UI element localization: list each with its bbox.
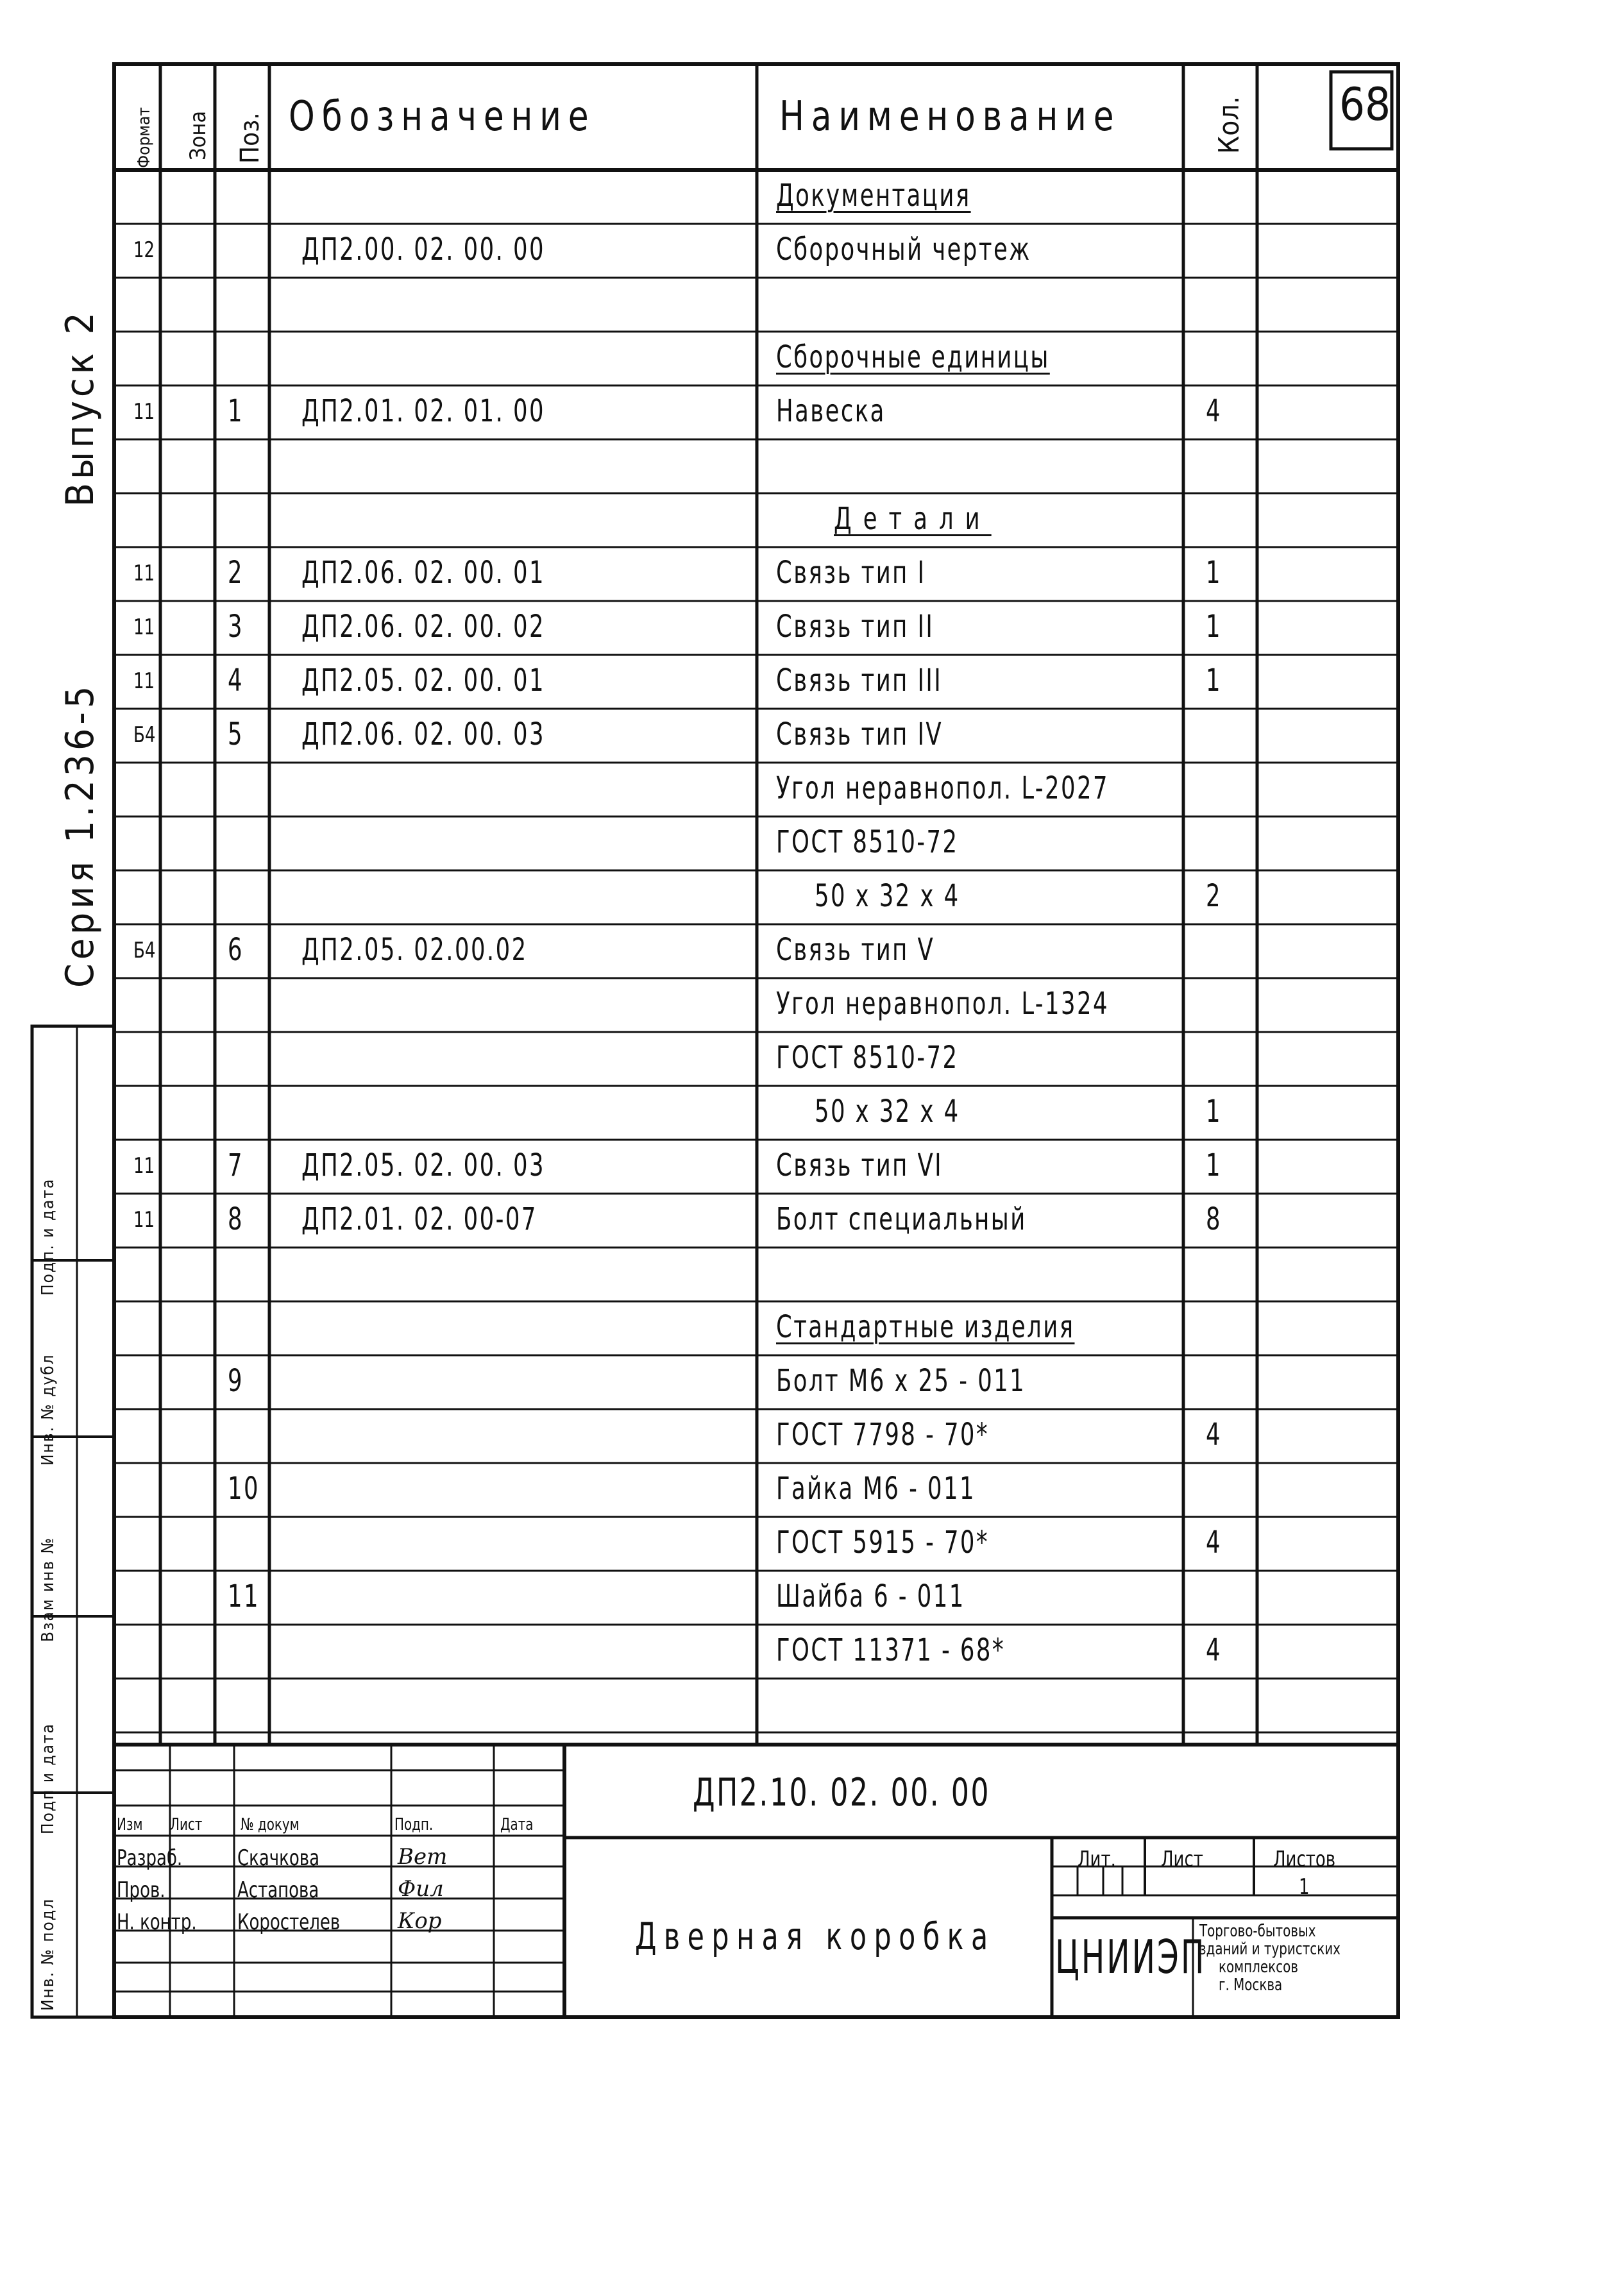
stamp-podp-data-2: Подп. и дата	[38, 1178, 58, 1296]
row-8-pos: 2	[228, 555, 244, 591]
row-20-name: Болт специальный	[776, 1201, 1027, 1237]
row-13-name: ГОСТ 8510-72	[776, 824, 959, 860]
row-20-pos: 8	[228, 1201, 244, 1237]
name-prov: Астапова	[237, 1877, 319, 1903]
row-20-designation: ДП2.01. 02. 00-07	[301, 1201, 537, 1237]
col-header-podp: Подп.	[394, 1815, 434, 1834]
row-4-name: Сборочные единицы	[776, 339, 1050, 375]
col-header-izm: Изм	[117, 1815, 143, 1834]
row-9-name: Связь тип II	[776, 609, 935, 645]
sheets-label: Листов	[1273, 1847, 1336, 1872]
row-8-format: 11	[133, 561, 155, 586]
row-12-name: Угол неравнопол. L-2027	[776, 770, 1109, 806]
row-8-name: Связь тип I	[776, 555, 926, 591]
name-nkontr: Коростелев	[237, 1909, 341, 1935]
row-28-name: ГОСТ 11371 - 68*	[776, 1632, 1006, 1668]
row-9-designation: ДП2.06. 02. 00. 02	[301, 609, 546, 645]
header-qty: Кол.	[1213, 96, 1246, 154]
row-2-format: 12	[133, 237, 155, 263]
sheet-label: Лист	[1161, 1847, 1203, 1872]
org-line-4: г. Москва	[1219, 1975, 1283, 1995]
row-18-name: 50 х 32 х 4	[815, 1094, 960, 1129]
row-5-designation: ДП2.01. 02. 01. 00	[301, 393, 546, 429]
row-28-qty: 4	[1206, 1632, 1222, 1668]
row-19-format: 11	[133, 1153, 155, 1179]
name-razrab: Скачкова	[237, 1845, 320, 1871]
row-20-qty: 8	[1206, 1201, 1222, 1237]
row-18-qty: 1	[1206, 1094, 1222, 1129]
row-22-name: Стандартные изделия	[776, 1309, 1075, 1345]
row-11-designation: ДП2.06. 02. 00. 03	[301, 716, 546, 752]
row-19-name: Связь тип VI	[776, 1147, 943, 1183]
row-9-qty: 1	[1206, 609, 1222, 645]
series-label: Серия 1.236-5	[58, 682, 103, 988]
role-nkontr: Н. контр.	[117, 1909, 197, 1935]
row-19-pos: 7	[228, 1147, 244, 1183]
row-24-qty: 4	[1206, 1417, 1222, 1453]
row-8-qty: 1	[1206, 555, 1222, 591]
org-line-1: Торгово-бытовых	[1199, 1922, 1316, 1941]
row-11-name: Связь тип IV	[776, 716, 943, 752]
row-5-pos: 1	[228, 393, 244, 429]
doc-title: Дверная коробка	[635, 1915, 995, 1958]
stamp-inv-podl: Инв. № подл	[38, 1898, 58, 2011]
row-11-format: Б4	[133, 722, 156, 748]
row-15-pos: 6	[228, 932, 244, 968]
row-19-designation: ДП2.05. 02. 00. 03	[301, 1147, 546, 1183]
row-5-format: 11	[133, 399, 155, 425]
row-16-name: Угол неравнопол. L-1324	[776, 986, 1109, 1022]
signature-prov: Фил	[398, 1876, 444, 1902]
row-20-format: 11	[133, 1207, 155, 1233]
row-24-name: ГОСТ 7798 - 70*	[776, 1417, 990, 1453]
stamp-vzam-inv: Взам инв №	[38, 1537, 58, 1642]
row-23-pos: 9	[228, 1363, 244, 1399]
col-header-data: Дата	[500, 1815, 534, 1834]
role-prov: Пров.	[117, 1877, 165, 1903]
signature-razrab: Вет	[398, 1844, 448, 1870]
row-10-pos: 4	[228, 663, 244, 698]
row-26-qty: 4	[1206, 1525, 1222, 1561]
role-razrab: Разраб.	[117, 1845, 183, 1871]
org-line-2: зданий и туристских	[1199, 1940, 1341, 1959]
row-23-name: Болт М6 х 25 - 011	[776, 1363, 1026, 1399]
row-27-pos: 11	[228, 1578, 260, 1614]
header-zone: Зона	[185, 110, 211, 160]
row-25-pos: 10	[228, 1471, 260, 1507]
row-11-pos: 5	[228, 716, 244, 752]
row-17-name: ГОСТ 8510-72	[776, 1040, 959, 1076]
col-header-ndoc: № докум	[241, 1815, 300, 1834]
stamp-podp-data-1: Подп и дата	[38, 1723, 58, 1834]
header-designation: Обозначение	[289, 93, 596, 140]
row-14-qty: 2	[1206, 878, 1222, 914]
row-14-name: 50 х 32 х 4	[815, 878, 960, 914]
issue-label: Выпуск 2	[58, 309, 103, 507]
row-7-name: Детали	[834, 501, 992, 537]
row-10-designation: ДП2.05. 02. 00. 01	[301, 663, 546, 698]
org-line-3: комплексов	[1219, 1958, 1298, 1977]
row-25-name: Гайка М6 - 011	[776, 1471, 976, 1507]
col-header-list: Лист	[170, 1815, 203, 1834]
row-15-name: Связь тип V	[776, 932, 935, 968]
stamp-inv-dubl: Инв. № дубл	[38, 1353, 58, 1466]
header-pos: Поз.	[235, 112, 265, 164]
signature-nkontr: Кор	[398, 1908, 442, 1934]
header-name: Наименование	[779, 93, 1121, 140]
row-9-format: 11	[133, 614, 155, 640]
row-10-name: Связь тип III	[776, 663, 943, 698]
sheets-value: 1	[1299, 1874, 1310, 1900]
row-10-format: 11	[133, 668, 155, 694]
row-5-qty: 4	[1206, 393, 1222, 429]
row-15-designation: ДП2.05. 02.00.02	[301, 932, 528, 968]
row-27-name: Шайба 6 - 011	[776, 1578, 965, 1614]
doc-code: ДП2.10. 02. 00. 00	[693, 1770, 990, 1815]
row-26-name: ГОСТ 5915 - 70*	[776, 1525, 990, 1561]
org-logo: ЦНИИЭП	[1055, 1930, 1206, 1984]
row-15-format: Б4	[133, 938, 156, 963]
lit-label: Лит.	[1078, 1847, 1116, 1872]
row-2-name: Сборочный чертеж	[776, 232, 1031, 267]
row-9-pos: 3	[228, 609, 244, 645]
row-2-designation: ДП2.00. 02. 00. 00	[301, 232, 546, 267]
row-10-qty: 1	[1206, 663, 1222, 698]
row-5-name: Навеска	[776, 393, 886, 429]
header-format: Формат	[135, 107, 154, 168]
row-8-designation: ДП2.06. 02. 00. 01	[301, 555, 546, 591]
page-number: 68	[1339, 78, 1391, 131]
row-1-name: Документация	[776, 178, 971, 214]
row-19-qty: 1	[1206, 1147, 1222, 1183]
